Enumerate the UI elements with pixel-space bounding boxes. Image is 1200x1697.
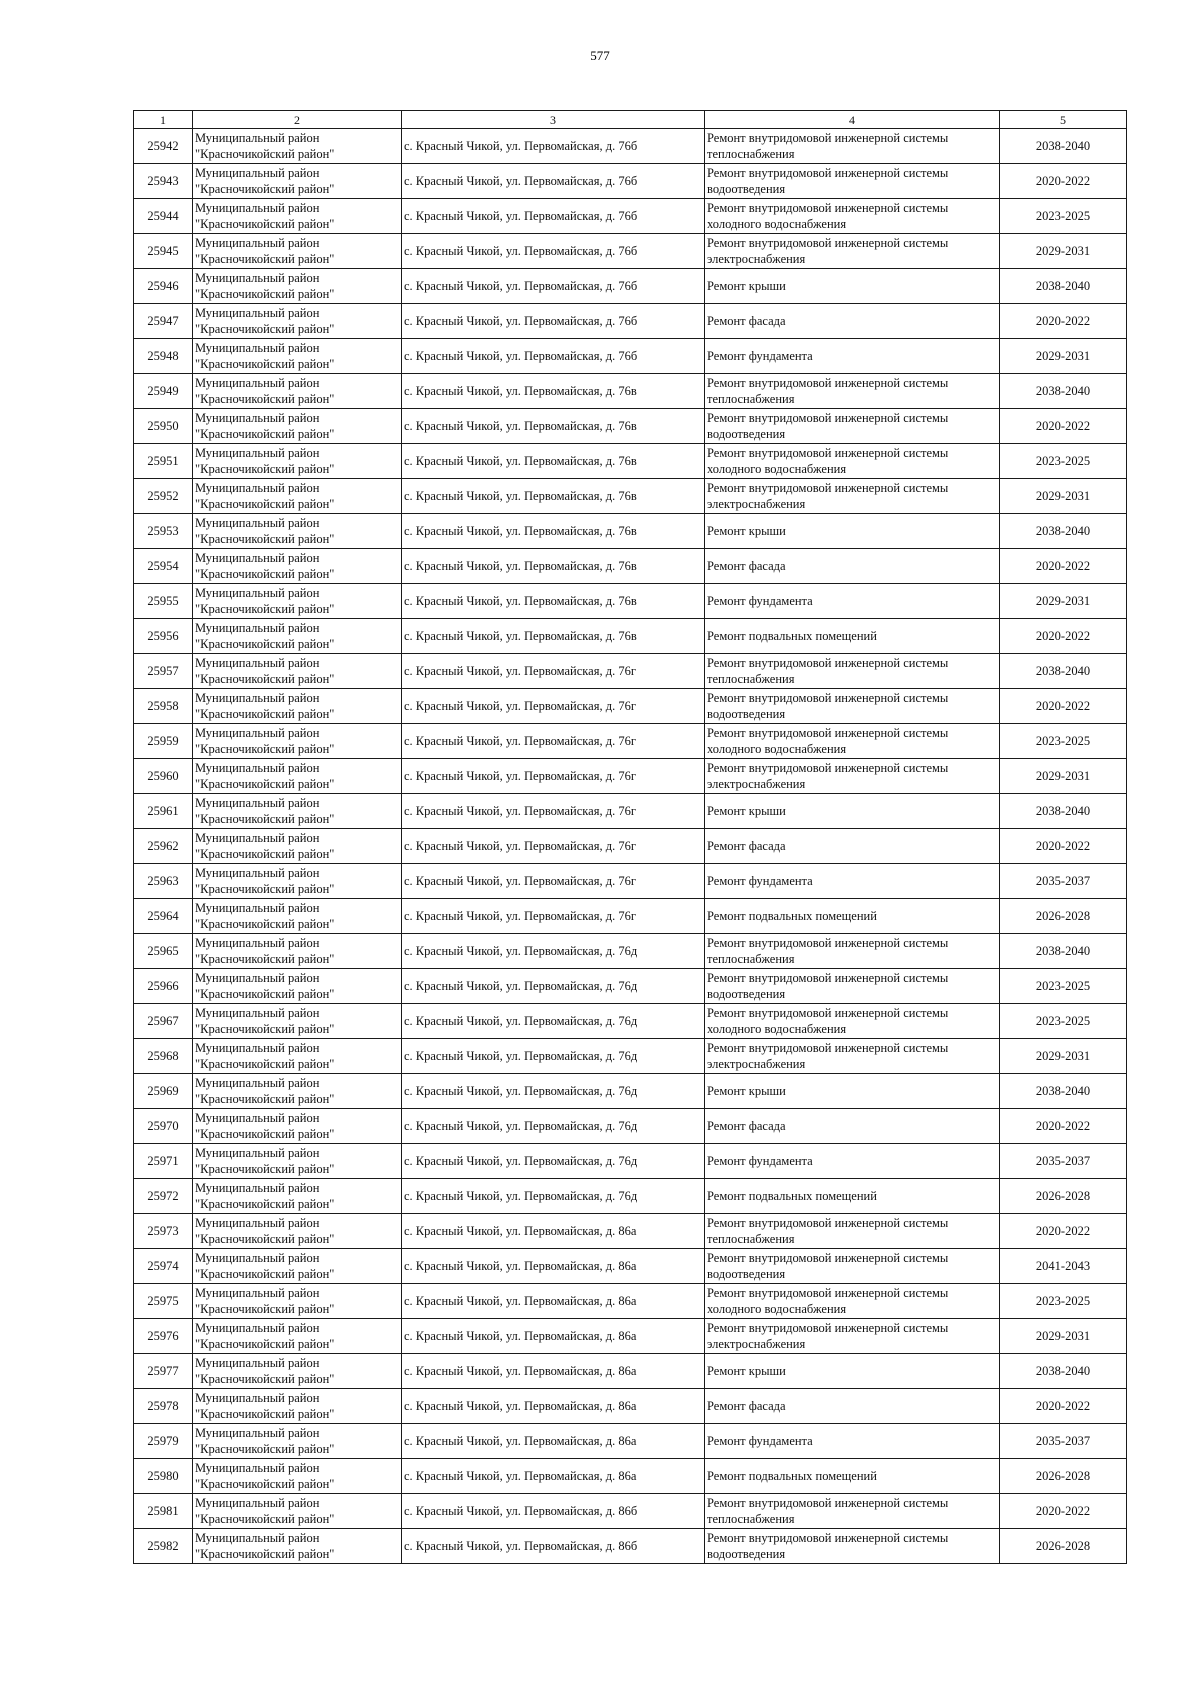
district-cell: Муниципальный район "Красночикойский район" [193, 1144, 402, 1179]
work-type-cell: Ремонт внутридомовой инженерной системы холодного водоснабжения [705, 1004, 1000, 1039]
address-cell: с. Красный Чикой, ул. Первомайская, д. 76г [402, 759, 705, 794]
district-cell: Муниципальный район "Красночикойский район" [193, 654, 402, 689]
table-row [134, 1144, 1127, 1179]
column-header-2: 2 [193, 111, 402, 129]
period-cell: 2038-2040 [1000, 1074, 1127, 1109]
work-type-cell: Ремонт внутридомовой инженерной системы холодного водоснабжения [705, 1284, 1000, 1319]
period-cell: 2038-2040 [1000, 794, 1127, 829]
work-type-cell: Ремонт фасада [705, 549, 1000, 584]
period-cell: 2020-2022 [1000, 1109, 1127, 1144]
table-row [134, 1354, 1127, 1389]
row-id-cell: 25963 [134, 864, 193, 899]
period-cell: 2029-2031 [1000, 234, 1127, 269]
table-row [134, 514, 1127, 549]
table-row [134, 619, 1127, 654]
period-cell: 2020-2022 [1000, 409, 1127, 444]
work-type-cell: Ремонт фасада [705, 829, 1000, 864]
work-type-cell: Ремонт фундамента [705, 1424, 1000, 1459]
period-cell: 2020-2022 [1000, 1214, 1127, 1249]
table-row [134, 1284, 1127, 1319]
address-cell: с. Красный Чикой, ул. Первомайская, д. 76д [402, 1144, 705, 1179]
district-cell: Муниципальный район "Красночикойский район" [193, 549, 402, 584]
address-cell: с. Красный Чикой, ул. Первомайская, д. 86а [402, 1284, 705, 1319]
row-id-cell: 25969 [134, 1074, 193, 1109]
table-row [134, 934, 1127, 969]
work-type-cell: Ремонт внутридомовой инженерной системы теплоснабжения [705, 934, 1000, 969]
table-row [134, 794, 1127, 829]
period-cell: 2023-2025 [1000, 1004, 1127, 1039]
row-id-cell: 25980 [134, 1459, 193, 1494]
period-cell: 2038-2040 [1000, 514, 1127, 549]
work-type-cell: Ремонт фасада [705, 1389, 1000, 1424]
district-cell: Муниципальный район "Красночикойский район" [193, 1074, 402, 1109]
address-cell: с. Красный Чикой, ул. Первомайская, д. 76г [402, 689, 705, 724]
period-cell: 2026-2028 [1000, 899, 1127, 934]
district-cell: Муниципальный район "Красночикойский район" [193, 829, 402, 864]
column-header-5: 5 [1000, 111, 1127, 129]
district-cell: Муниципальный район "Красночикойский район" [193, 1494, 402, 1529]
period-cell: 2035-2037 [1000, 1424, 1127, 1459]
table-row [134, 269, 1127, 304]
row-id-cell: 25967 [134, 1004, 193, 1039]
work-type-cell: Ремонт фундамента [705, 339, 1000, 374]
work-type-cell: Ремонт подвальных помещений [705, 619, 1000, 654]
column-header-3: 3 [402, 111, 705, 129]
address-cell: с. Красный Чикой, ул. Первомайская, д. 76б [402, 304, 705, 339]
table-row [134, 829, 1127, 864]
address-cell: с. Красный Чикой, ул. Первомайская, д. 76в [402, 619, 705, 654]
period-cell: 2038-2040 [1000, 1354, 1127, 1389]
table-row [134, 1459, 1127, 1494]
row-id-cell: 25958 [134, 689, 193, 724]
work-type-cell: Ремонт внутридомовой инженерной системы водоотведения [705, 1249, 1000, 1284]
work-type-cell: Ремонт внутридомовой инженерной системы водоотведения [705, 1529, 1000, 1564]
period-cell: 2029-2031 [1000, 584, 1127, 619]
period-cell: 2023-2025 [1000, 724, 1127, 759]
table-row [134, 1319, 1127, 1354]
row-id-cell: 25960 [134, 759, 193, 794]
table-row [134, 654, 1127, 689]
work-type-cell: Ремонт подвальных помещений [705, 1179, 1000, 1214]
period-cell: 2020-2022 [1000, 164, 1127, 199]
address-cell: с. Красный Чикой, ул. Первомайская, д. 76б [402, 269, 705, 304]
row-id-cell: 25953 [134, 514, 193, 549]
table-row [134, 444, 1127, 479]
period-cell: 2029-2031 [1000, 479, 1127, 514]
period-cell: 2038-2040 [1000, 374, 1127, 409]
table-row [134, 724, 1127, 759]
table-row [134, 1004, 1127, 1039]
address-cell: с. Красный Чикой, ул. Первомайская, д. 76г [402, 724, 705, 759]
district-cell: Муниципальный район "Красночикойский район" [193, 934, 402, 969]
district-cell: Муниципальный район "Красночикойский район" [193, 969, 402, 1004]
address-cell: с. Красный Чикой, ул. Первомайская, д. 86а [402, 1214, 705, 1249]
district-cell: Муниципальный район "Красночикойский район" [193, 864, 402, 899]
district-cell: Муниципальный район "Красночикойский район" [193, 269, 402, 304]
address-cell: с. Красный Чикой, ул. Первомайская, д. 76д [402, 1109, 705, 1144]
period-cell: 2035-2037 [1000, 864, 1127, 899]
row-id-cell: 25952 [134, 479, 193, 514]
period-cell: 2023-2025 [1000, 199, 1127, 234]
address-cell: с. Красный Чикой, ул. Первомайская, д. 76д [402, 1179, 705, 1214]
row-id-cell: 25947 [134, 304, 193, 339]
work-type-cell: Ремонт внутридомовой инженерной системы холодного водоснабжения [705, 199, 1000, 234]
table-row [134, 409, 1127, 444]
work-type-cell: Ремонт внутридомовой инженерной системы холодного водоснабжения [705, 724, 1000, 759]
page-number: 577 [590, 48, 610, 63]
table-row [134, 1389, 1127, 1424]
period-cell: 2026-2028 [1000, 1529, 1127, 1564]
row-id-cell: 25974 [134, 1249, 193, 1284]
address-cell: с. Красный Чикой, ул. Первомайская, д. 76б [402, 234, 705, 269]
table-row [134, 1494, 1127, 1529]
period-cell: 2020-2022 [1000, 829, 1127, 864]
district-cell: Муниципальный район "Красночикойский район" [193, 1039, 402, 1074]
period-cell: 2026-2028 [1000, 1179, 1127, 1214]
work-type-cell: Ремонт внутридомовой инженерной системы теплоснабжения [705, 1494, 1000, 1529]
district-cell: Муниципальный район "Красночикойский район" [193, 1529, 402, 1564]
period-cell: 2038-2040 [1000, 129, 1127, 164]
district-cell: Муниципальный район "Красночикойский район" [193, 1004, 402, 1039]
district-cell: Муниципальный район "Красночикойский район" [193, 1284, 402, 1319]
table-row [134, 969, 1127, 1004]
district-cell: Муниципальный район "Красночикойский район" [193, 724, 402, 759]
row-id-cell: 25964 [134, 899, 193, 934]
table-row [134, 1074, 1127, 1109]
period-cell: 2020-2022 [1000, 1389, 1127, 1424]
table-row [134, 899, 1127, 934]
table-row [134, 1039, 1127, 1074]
address-cell: с. Красный Чикой, ул. Первомайская, д. 76в [402, 584, 705, 619]
district-cell: Муниципальный район "Красночикойский район" [193, 1179, 402, 1214]
row-id-cell: 25982 [134, 1529, 193, 1564]
row-id-cell: 25972 [134, 1179, 193, 1214]
period-cell: 2026-2028 [1000, 1459, 1127, 1494]
address-cell: с. Красный Чикой, ул. Первомайская, д. 76г [402, 794, 705, 829]
period-cell: 2020-2022 [1000, 549, 1127, 584]
address-cell: с. Красный Чикой, ул. Первомайская, д. 86а [402, 1249, 705, 1284]
period-cell: 2041-2043 [1000, 1249, 1127, 1284]
address-cell: с. Красный Чикой, ул. Первомайская, д. 76в [402, 409, 705, 444]
district-cell: Муниципальный район "Красночикойский район" [193, 199, 402, 234]
column-header-1: 1 [134, 111, 193, 129]
address-cell: с. Красный Чикой, ул. Первомайская, д. 86а [402, 1459, 705, 1494]
work-type-cell: Ремонт крыши [705, 794, 1000, 829]
row-id-cell: 25942 [134, 129, 193, 164]
address-cell: с. Красный Чикой, ул. Первомайская, д. 76в [402, 514, 705, 549]
district-cell: Муниципальный район "Красночикойский район" [193, 304, 402, 339]
address-cell: с. Красный Чикой, ул. Первомайская, д. 76д [402, 1039, 705, 1074]
row-id-cell: 25959 [134, 724, 193, 759]
work-type-cell: Ремонт крыши [705, 514, 1000, 549]
registry-table [133, 110, 1127, 1564]
row-id-cell: 25956 [134, 619, 193, 654]
table-row [134, 164, 1127, 199]
district-cell: Муниципальный район "Красночикойский район" [193, 164, 402, 199]
address-cell: с. Красный Чикой, ул. Первомайская, д. 76в [402, 549, 705, 584]
table-row [134, 304, 1127, 339]
work-type-cell: Ремонт внутридомовой инженерной системы электроснабжения [705, 1319, 1000, 1354]
table-row [134, 689, 1127, 724]
address-cell: с. Красный Чикой, ул. Первомайская, д. 76д [402, 934, 705, 969]
work-type-cell: Ремонт внутридомовой инженерной системы электроснабжения [705, 479, 1000, 514]
district-cell: Муниципальный район "Красночикойский район" [193, 444, 402, 479]
work-type-cell: Ремонт внутридомовой инженерной системы водоотведения [705, 969, 1000, 1004]
work-type-cell: Ремонт фундамента [705, 584, 1000, 619]
district-cell: Муниципальный район "Красночикойский район" [193, 1424, 402, 1459]
period-cell: 2020-2022 [1000, 304, 1127, 339]
row-id-cell: 25977 [134, 1354, 193, 1389]
work-type-cell: Ремонт внутридомовой инженерной системы электроснабжения [705, 1039, 1000, 1074]
district-cell: Муниципальный район "Красночикойский район" [193, 1389, 402, 1424]
address-cell: с. Красный Чикой, ул. Первомайская, д. 76г [402, 829, 705, 864]
period-cell: 2029-2031 [1000, 759, 1127, 794]
period-cell: 2038-2040 [1000, 269, 1127, 304]
district-cell: Муниципальный район "Красночикойский район" [193, 129, 402, 164]
row-id-cell: 25946 [134, 269, 193, 304]
period-cell: 2038-2040 [1000, 654, 1127, 689]
row-id-cell: 25978 [134, 1389, 193, 1424]
row-id-cell: 25943 [134, 164, 193, 199]
row-id-cell: 25957 [134, 654, 193, 689]
period-cell: 2029-2031 [1000, 339, 1127, 374]
district-cell: Муниципальный район "Красночикойский район" [193, 584, 402, 619]
row-id-cell: 25951 [134, 444, 193, 479]
table-row [134, 129, 1127, 164]
address-cell: с. Красный Чикой, ул. Первомайская, д. 76г [402, 654, 705, 689]
row-id-cell: 25975 [134, 1284, 193, 1319]
table-row [134, 234, 1127, 269]
address-cell: с. Красный Чикой, ул. Первомайская, д. 76г [402, 899, 705, 934]
work-type-cell: Ремонт подвальных помещений [705, 899, 1000, 934]
district-cell: Муниципальный район "Красночикойский район" [193, 1249, 402, 1284]
row-id-cell: 25948 [134, 339, 193, 374]
row-id-cell: 25955 [134, 584, 193, 619]
address-cell: с. Красный Чикой, ул. Первомайская, д. 76б [402, 129, 705, 164]
work-type-cell: Ремонт крыши [705, 269, 1000, 304]
row-id-cell: 25944 [134, 199, 193, 234]
table-row [134, 199, 1127, 234]
district-cell: Муниципальный район "Красночикойский район" [193, 794, 402, 829]
row-id-cell: 25968 [134, 1039, 193, 1074]
table-row [134, 1179, 1127, 1214]
table-row [134, 1109, 1127, 1144]
address-cell: с. Красный Чикой, ул. Первомайская, д. 86б [402, 1529, 705, 1564]
work-type-cell: Ремонт внутридомовой инженерной системы водоотведения [705, 409, 1000, 444]
district-cell: Муниципальный район "Красночикойский район" [193, 619, 402, 654]
row-id-cell: 25949 [134, 374, 193, 409]
table-row [134, 479, 1127, 514]
table-body [134, 129, 1127, 1564]
table-row [134, 339, 1127, 374]
work-type-cell: Ремонт внутридомовой инженерной системы теплоснабжения [705, 654, 1000, 689]
district-cell: Муниципальный район "Красночикойский район" [193, 1214, 402, 1249]
header-row [134, 111, 1127, 129]
row-id-cell: 25966 [134, 969, 193, 1004]
column-header-4: 4 [705, 111, 1000, 129]
district-cell: Муниципальный район "Красночикойский район" [193, 1319, 402, 1354]
row-id-cell: 25970 [134, 1109, 193, 1144]
address-cell: с. Красный Чикой, ул. Первомайская, д. 86а [402, 1354, 705, 1389]
address-cell: с. Красный Чикой, ул. Первомайская, д. 86а [402, 1319, 705, 1354]
work-type-cell: Ремонт подвальных помещений [705, 1459, 1000, 1494]
address-cell: с. Красный Чикой, ул. Первомайская, д. 76д [402, 969, 705, 1004]
row-id-cell: 25950 [134, 409, 193, 444]
address-cell: с. Красный Чикой, ул. Первомайская, д. 76д [402, 1004, 705, 1039]
work-type-cell: Ремонт фасада [705, 1109, 1000, 1144]
work-type-cell: Ремонт фасада [705, 304, 1000, 339]
row-id-cell: 25979 [134, 1424, 193, 1459]
district-cell: Муниципальный район "Красночикойский район" [193, 1459, 402, 1494]
period-cell: 2020-2022 [1000, 689, 1127, 724]
period-cell: 2020-2022 [1000, 619, 1127, 654]
district-cell: Муниципальный район "Красночикойский район" [193, 899, 402, 934]
work-type-cell: Ремонт крыши [705, 1354, 1000, 1389]
period-cell: 2020-2022 [1000, 1494, 1127, 1529]
district-cell: Муниципальный район "Красночикойский район" [193, 759, 402, 794]
address-cell: с. Красный Чикой, ул. Первомайская, д. 76б [402, 164, 705, 199]
row-id-cell: 25945 [134, 234, 193, 269]
address-cell: с. Красный Чикой, ул. Первомайская, д. 76б [402, 199, 705, 234]
row-id-cell: 25962 [134, 829, 193, 864]
address-cell: с. Красный Чикой, ул. Первомайская, д. 76в [402, 444, 705, 479]
work-type-cell: Ремонт внутридомовой инженерной системы электроснабжения [705, 759, 1000, 794]
address-cell: с. Красный Чикой, ул. Первомайская, д. 86а [402, 1389, 705, 1424]
period-cell: 2029-2031 [1000, 1039, 1127, 1074]
district-cell: Муниципальный район "Красночикойский район" [193, 1354, 402, 1389]
period-cell: 2023-2025 [1000, 444, 1127, 479]
table-row [134, 1529, 1127, 1564]
address-cell: с. Красный Чикой, ул. Первомайская, д. 76д [402, 1074, 705, 1109]
row-id-cell: 25981 [134, 1494, 193, 1529]
work-type-cell: Ремонт крыши [705, 1074, 1000, 1109]
district-cell: Муниципальный район "Красночикойский район" [193, 514, 402, 549]
work-type-cell: Ремонт внутридомовой инженерной системы водоотведения [705, 164, 1000, 199]
district-cell: Муниципальный район "Красночикойский район" [193, 409, 402, 444]
district-cell: Муниципальный район "Красночикойский район" [193, 479, 402, 514]
row-id-cell: 25976 [134, 1319, 193, 1354]
period-cell: 2023-2025 [1000, 1284, 1127, 1319]
work-type-cell: Ремонт фундамента [705, 864, 1000, 899]
address-cell: с. Красный Чикой, ул. Первомайская, д. 76в [402, 374, 705, 409]
address-cell: с. Красный Чикой, ул. Первомайская, д. 86а [402, 1424, 705, 1459]
period-cell: 2038-2040 [1000, 934, 1127, 969]
row-id-cell: 25961 [134, 794, 193, 829]
table-row [134, 759, 1127, 794]
work-type-cell: Ремонт внутридомовой инженерной системы электроснабжения [705, 234, 1000, 269]
row-id-cell: 25971 [134, 1144, 193, 1179]
table-row [134, 374, 1127, 409]
table-row [134, 1214, 1127, 1249]
work-type-cell: Ремонт внутридомовой инженерной системы водоотведения [705, 689, 1000, 724]
row-id-cell: 25965 [134, 934, 193, 969]
district-cell: Муниципальный район "Красночикойский район" [193, 689, 402, 724]
district-cell: Муниципальный район "Красночикойский район" [193, 374, 402, 409]
address-cell: с. Красный Чикой, ул. Первомайская, д. 76б [402, 339, 705, 374]
work-type-cell: Ремонт фундамента [705, 1144, 1000, 1179]
work-type-cell: Ремонт внутридомовой инженерной системы теплоснабжения [705, 1214, 1000, 1249]
work-type-cell: Ремонт внутридомовой инженерной системы холодного водоснабжения [705, 444, 1000, 479]
period-cell: 2023-2025 [1000, 969, 1127, 1004]
address-cell: с. Красный Чикой, ул. Первомайская, д. 76в [402, 479, 705, 514]
period-cell: 2029-2031 [1000, 1319, 1127, 1354]
district-cell: Муниципальный район "Красночикойский район" [193, 234, 402, 269]
table-row [134, 549, 1127, 584]
address-cell: с. Красный Чикой, ул. Первомайская, д. 86б [402, 1494, 705, 1529]
work-type-cell: Ремонт внутридомовой инженерной системы теплоснабжения [705, 374, 1000, 409]
address-cell: с. Красный Чикой, ул. Первомайская, д. 76г [402, 864, 705, 899]
work-type-cell: Ремонт внутридомовой инженерной системы теплоснабжения [705, 129, 1000, 164]
table-row [134, 1249, 1127, 1284]
period-cell: 2035-2037 [1000, 1144, 1127, 1179]
table-row [134, 1424, 1127, 1459]
table-row [134, 584, 1127, 619]
district-cell: Муниципальный район "Красночикойский район" [193, 339, 402, 374]
district-cell: Муниципальный район "Красночикойский район" [193, 1109, 402, 1144]
row-id-cell: 25973 [134, 1214, 193, 1249]
table-row [134, 864, 1127, 899]
row-id-cell: 25954 [134, 549, 193, 584]
